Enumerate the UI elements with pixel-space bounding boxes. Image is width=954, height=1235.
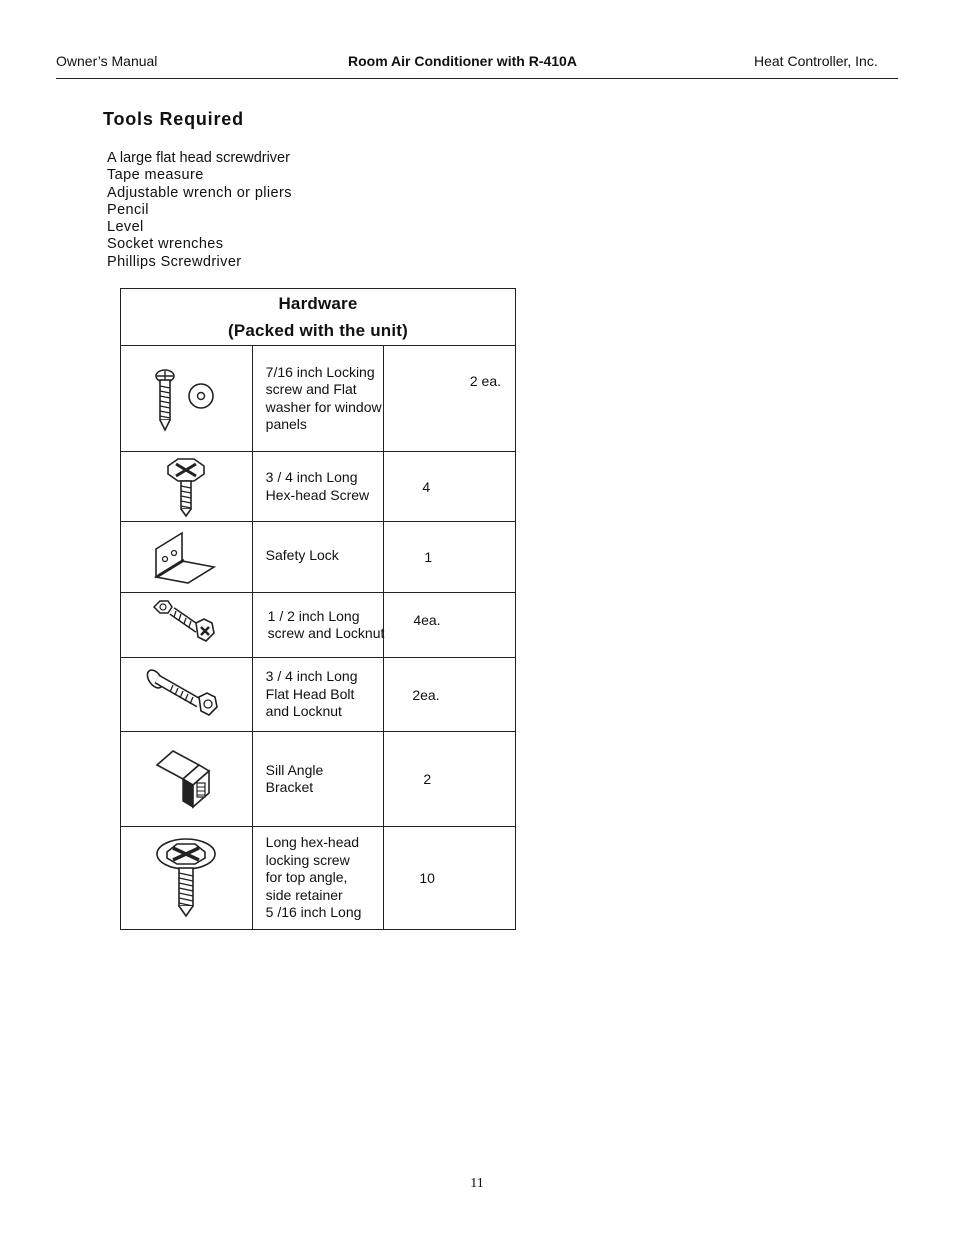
- hardware-quantity: 2ea.: [412, 686, 440, 703]
- safety-lock-icon: [146, 527, 226, 587]
- hardware-description-line: screw and Locknut: [267, 625, 385, 641]
- hardware-description-line: Safety Lock: [265, 547, 339, 563]
- header-center-title: Room Air Conditioner with R-410A: [348, 53, 577, 69]
- hardware-quantity-cell: [384, 658, 516, 732]
- hardware-description-line: 5 /16 inch Long: [265, 904, 362, 921]
- hardware-description-cell: [252, 658, 384, 732]
- hardware-illustration-cell: [121, 827, 253, 930]
- hardware-title-line2: (Packed with the unit): [227, 321, 409, 340]
- hardware-quantity: 4ea.: [413, 612, 441, 628]
- hardware-description-line: Flat Head Bolt: [265, 685, 355, 702]
- hardware-table-header-row: [121, 289, 516, 346]
- hardware-description-line: Long hex-head: [265, 834, 360, 851]
- hardware-description-line: 3 / 4 inch Long: [265, 469, 358, 485]
- hardware-description-line: Sill Angle: [265, 761, 324, 778]
- table-row: [121, 593, 516, 658]
- tool-item: Socket wrenches: [107, 236, 224, 253]
- hardware-illustration-cell: [121, 732, 253, 827]
- hardware-quantity: 1: [424, 549, 433, 565]
- hardware-description-cell: [252, 346, 384, 452]
- hardware-quantity-cell: [384, 522, 516, 593]
- hardware-description-line: locking screw: [265, 851, 350, 868]
- hardware-description-cell: [252, 732, 384, 827]
- hardware-description-cell: [252, 522, 384, 593]
- hardware-title-line1: Hardware: [278, 294, 358, 313]
- hardware-quantity-cell: [384, 452, 516, 522]
- tool-item: Pencil: [107, 201, 149, 218]
- hardware-illustration-cell: [121, 346, 253, 452]
- hardware-description-line: for top angle,: [265, 869, 348, 886]
- hardware-quantity-cell: [384, 593, 516, 658]
- hardware-description-line: 1 / 2 inch Long: [267, 607, 360, 624]
- hardware-illustration-cell: [121, 658, 253, 732]
- tool-item: A large flat head screwdriver: [107, 150, 290, 166]
- screw-and-locknut-icon: [146, 597, 226, 653]
- hardware-table: [120, 288, 516, 930]
- hardware-description-cell: [252, 452, 384, 522]
- hardware-description-line: side retainer: [265, 886, 343, 903]
- hardware-illustration-cell: [121, 452, 253, 522]
- table-row: [121, 732, 516, 827]
- table-row: [121, 658, 516, 732]
- table-row: [121, 346, 516, 452]
- section-title: Tools Required: [103, 109, 244, 129]
- table-row: [121, 827, 516, 930]
- hardware-quantity: 10: [419, 870, 435, 886]
- hardware-description-cell: [252, 827, 384, 930]
- header-left-title: Owner’s Manual: [56, 53, 158, 69]
- table-row: [121, 522, 516, 593]
- hardware-quantity-cell: [384, 346, 516, 452]
- hardware-quantity-cell: [384, 732, 516, 827]
- hardware-illustration-cell: [121, 593, 253, 658]
- hardware-description-line: 3 / 4 inch Long: [265, 668, 358, 685]
- tools-list: [107, 150, 292, 271]
- hardware-quantity: 2 ea.: [469, 373, 501, 389]
- hardware-description-line: Hex-head Screw: [265, 486, 370, 503]
- hardware-description-line: panels: [265, 416, 307, 432]
- hardware-quantity: 4: [422, 478, 431, 495]
- header-right-company: Heat Controller, Inc.: [754, 53, 878, 69]
- hardware-description-line: 7/16 inch Locking: [265, 363, 375, 380]
- hardware-quantity: 2: [423, 771, 432, 787]
- hardware-description-line: Bracket: [265, 779, 314, 795]
- hardware-description-line: screw and Flat: [265, 381, 357, 397]
- table-row: [121, 452, 516, 522]
- long-hex-head-locking-screw-icon: [151, 836, 221, 920]
- hardware-illustration-cell: [121, 522, 253, 593]
- hardware-table-title: [121, 289, 516, 346]
- hardware-quantity-cell: [384, 827, 516, 930]
- tool-item: Tape measure: [107, 167, 204, 184]
- hardware-description-line: washer for window: [265, 398, 382, 415]
- hex-head-screw-icon: [156, 456, 216, 518]
- tool-item: Adjustable wrench or pliers: [107, 184, 292, 201]
- locking-screw-and-washer-icon: [141, 364, 231, 434]
- flat-head-bolt-and-locknut-icon: [143, 665, 229, 725]
- page-number: 11: [470, 1176, 484, 1191]
- tool-item: Level: [107, 219, 144, 236]
- hardware-description-cell: [252, 593, 384, 658]
- header-divider: [56, 78, 898, 79]
- tool-item: Phillips Screwdriver: [107, 253, 242, 270]
- hardware-description-line: and Locknut: [265, 703, 342, 720]
- sill-angle-bracket-icon: [151, 747, 221, 811]
